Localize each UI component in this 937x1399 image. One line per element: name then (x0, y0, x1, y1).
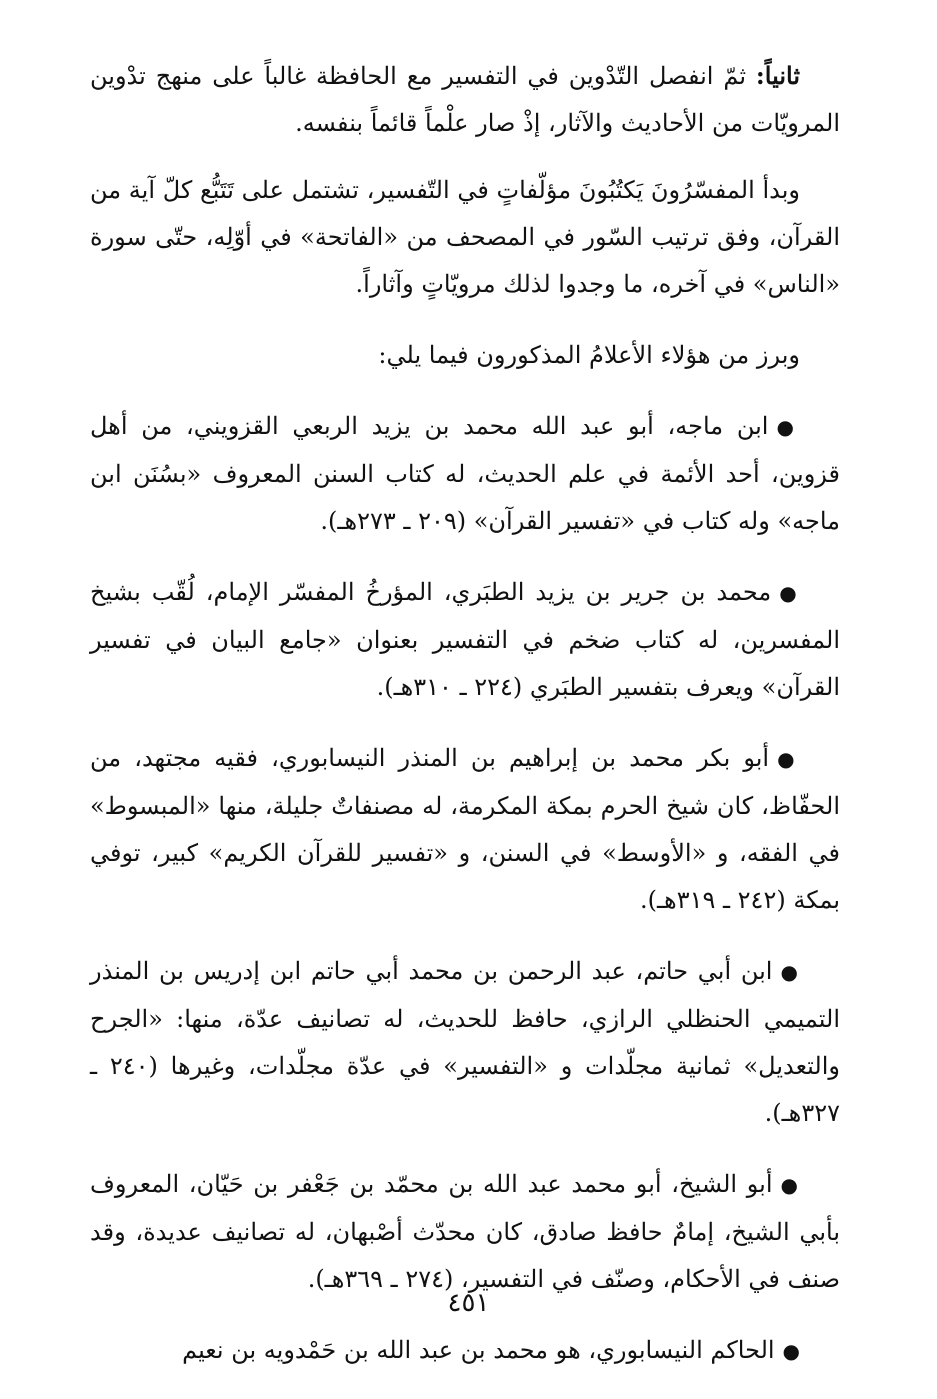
list-item (90, 403, 840, 545)
list-item-text: ابن ماجه، أبو عبد الله محمد بن يزيد الربعي القزويني، من أهل قزوين، أحد الأئمة في علم الحديث، له كتاب السنن المعروف «بسُنَن ابن ماجه» وله كتاب في «تفسير القرآن» (٢٠٩ ـ ٢٧٣هـ). (90, 412, 840, 535)
list-item-text: أبو الشيخ، أبو محمد عبد الله بن محمّد بن جَعْفر بن حَيّان، المعروف بأبي الشيخ، إمامٌ حافظ صادق، كان محدّث أصْبهان، له تصانيف عديدة، وقد صنف في الأحكام، وصنّف في التفسير، (٢٧٤ ـ ٣٦٩هـ). (90, 1170, 840, 1293)
bullet-icon: ● (780, 960, 801, 984)
bullet-icon: ● (780, 1173, 801, 1197)
intro-text: ثمّ انفصل التّدْوين في التفسير مع الحافظة غالباً على منهج تدْوين المرويّات من الأحاديث والآثار، إذْ صار علْماً قائماً بنفسه. (90, 62, 840, 137)
paragraph-3: وبرز من هؤلاء الأعلامُ المذكورون فيما يلي: (378, 341, 800, 369)
bullet-icon: ● (779, 581, 800, 605)
bullet-icon: ● (782, 1339, 800, 1363)
page-body (90, 52, 840, 1399)
paragraph-2: وبدأ المفسّرُونَ يَكتُبُونَ مؤلّفاتٍ في التّفسير، تشتمل على تَتَبُّع كلّ آية من القرآن، وفق ترتيب السّور في المصحف من «الفاتحة» في أوّلِه، حتّى سورة «الناس» في آخره، ما وجدوا لذلك مرويّاتٍ وآثاراً. (90, 176, 840, 298)
bullet-icon: ● (777, 747, 800, 771)
list-item (90, 1327, 840, 1375)
intro-lead: ثانياً: (755, 61, 800, 90)
list-item-text: أبو بكر محمد بن إبراهيم بن المنذر النيسابوري، فقيه مجتهد، من الحفّاظ، كان شيخ الحرم بمكة المكرمة، له مصنفاتٌ جليلة، منها «المبسوط» في الفقه، و «الأوسط» في السنن، و «تفسير للقرآن الكريم» كبير، توفي بمكة (٢٤٢ ـ ٣١٩هـ). (90, 744, 840, 914)
intro-paragraph (90, 52, 840, 147)
list-item (90, 569, 840, 711)
list-item-text: ابن أبي حاتم، عبد الرحمن بن محمد أبي حاتم ابن إدريس بن المنذر التميمي الحنظلي الرازي، حافظ للحديث، له تصانيف عدّة، منها: «الجرح والتعديل» ثمانية مجلّدات و «التفسير» في عدّة مجلّدات، وغيرها (٢٤٠ ـ ٣٢٧هـ). (90, 957, 840, 1127)
list-item-text: الحاكم النيسابوري، هو محمد بن عبد الله بن حَمْدويه بن نعيم (182, 1336, 775, 1364)
list-item (90, 948, 840, 1137)
page-number: ٤٥١ (447, 1288, 490, 1318)
list-item (90, 1161, 840, 1303)
list-item (90, 735, 840, 924)
bullet-icon: ● (776, 415, 801, 439)
list-item-text: محمد بن جرير بن يزيد الطبَري، المؤرخُ المفسّر الإمام، لُقّب بشيخ المفسرين، له كتاب ضخم في التفسير بعنوان «جامع البيان في تفسير القرآن» ويعرف بتفسير الطبَري (٢٢٤ ـ ٣١٠هـ). (90, 578, 840, 701)
